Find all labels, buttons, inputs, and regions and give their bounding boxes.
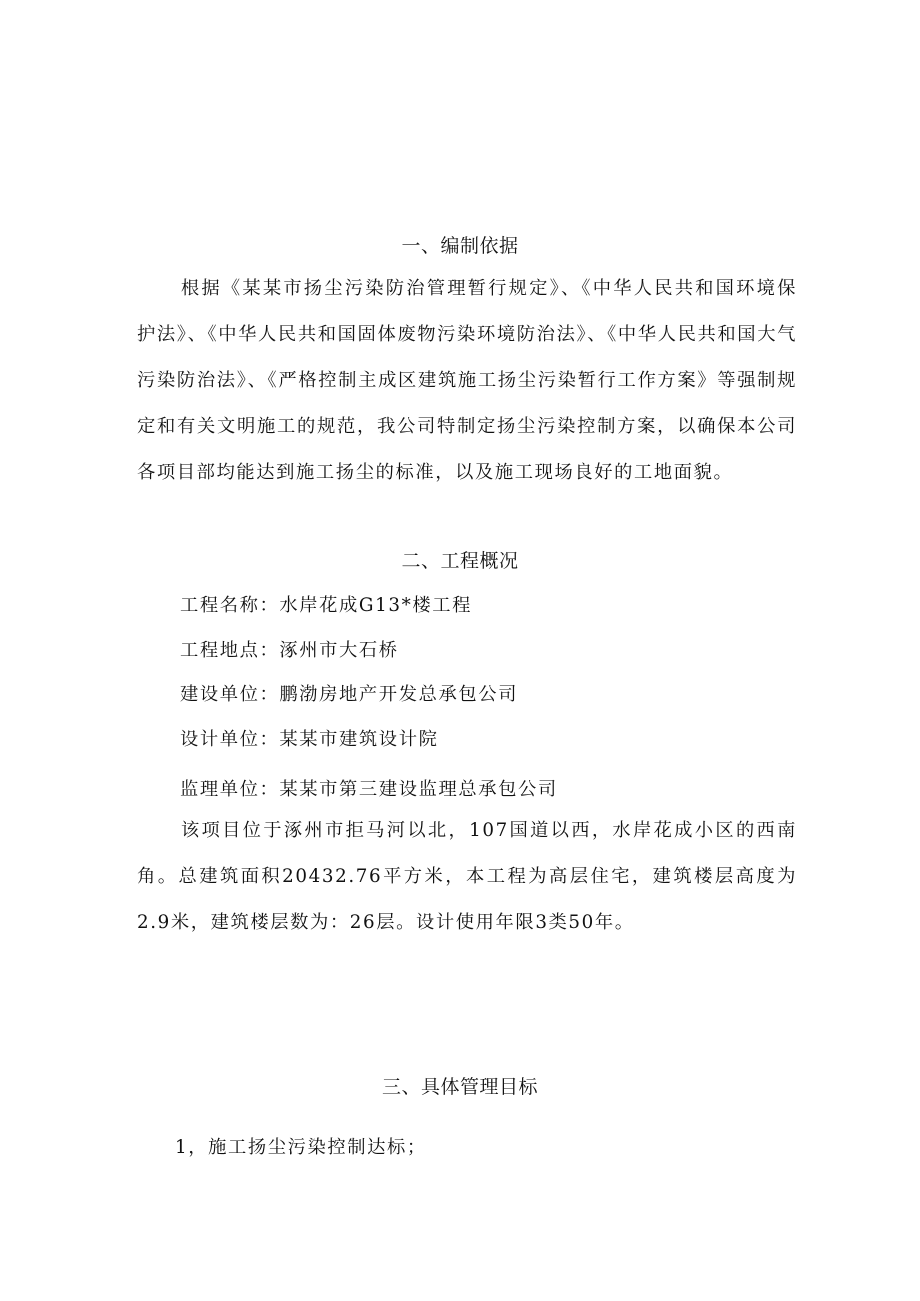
- section-heading-targets: 三、具体管理目标: [381, 1076, 538, 1098]
- basis-paragraph: 根据《某某市扬尘污染防治管理暂行规定》、《中华人民共和国环境保护法》、《中华人民共和国固体废物污染环境防治法》、《中华人民共和国大气污染防治法》、《严格控制主成区建筑施工扬尘污染暂行工作方案》等强制规定和有关文明施工的规范，我公司特制定扬尘污染控制方案，以确保本公司各项目部均能达到施工扬尘的标准，以及施工现场良好的工地面貌。: [137, 278, 797, 483]
- project-name-line: 工程名称：水岸花成G13*楼工程: [180, 595, 472, 616]
- project-location-line: 工程地点：涿州市大石桥: [180, 640, 399, 661]
- section-heading-basis: 一、编制依据: [401, 235, 519, 257]
- supervision-unit-line: 监理单位：某某市第三建设监理总承包公司: [180, 779, 558, 800]
- construction-unit-line: 建设单位：鹏渤房地产开发总承包公司: [180, 684, 518, 705]
- overview-paragraph: 该项目位于涿州市拒马河以北，107国道以西，水岸花成小区的西南角。总建筑面积20432.76平方米，本工程为高层住宅，建筑楼层高度为2.9米，建筑楼层数为：26层。设计使用年限3类50年。: [137, 820, 797, 933]
- target-item-1: 1，施工扬尘污染控制达标；: [175, 1137, 427, 1158]
- design-unit-line: 设计单位：某某市建筑设计院: [180, 729, 439, 750]
- section-heading-overview: 二、工程概况: [401, 550, 519, 572]
